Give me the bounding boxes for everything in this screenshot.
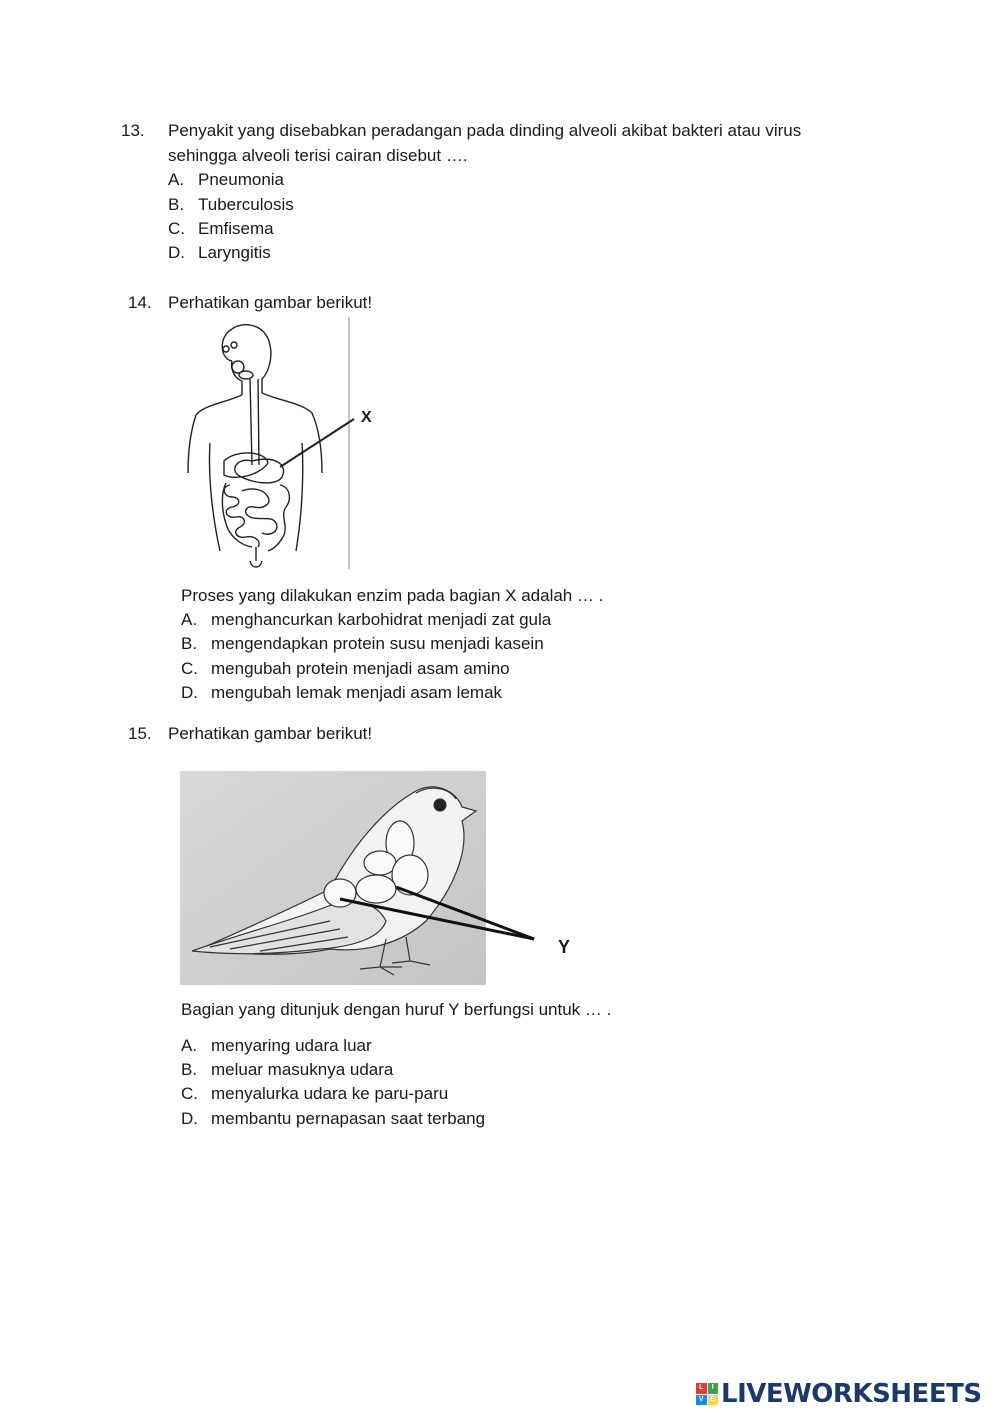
option-letter: D. <box>181 683 198 702</box>
question-14-option-d[interactable] <box>181 682 502 704</box>
question-13-text-line-1: Penyakit yang disebabkan peradangan pada dinding alveoli akibat bakteri atau virus <box>168 121 802 140</box>
option-text: mengubah lemak menjadi asam lemak <box>211 683 503 702</box>
question-13-number: 13. <box>121 121 145 140</box>
option-text: mengubah protein menjadi asam amino <box>211 659 510 678</box>
option-text: meluar masuknya udara <box>211 1060 394 1079</box>
logo-text: LIVEWORKSHEETS <box>721 1379 982 1409</box>
option-letter: B. <box>168 195 185 214</box>
option-text: Laryngitis <box>198 243 271 262</box>
option-letter: A. <box>168 170 185 189</box>
question-13-text-line-2: sehingga alveoli terisi cairan disebut …. <box>168 146 468 165</box>
option-letter: C. <box>168 219 185 238</box>
logo-badge-letter: I <box>708 1383 719 1394</box>
question-15-prompt: Perhatikan gambar berikut! <box>168 724 373 743</box>
question-15-number: 15. <box>128 724 152 743</box>
option-letter: D. <box>181 1109 198 1128</box>
question-13-option-a[interactable] <box>168 169 284 191</box>
figure-label-y: Y <box>558 937 571 957</box>
logo-badge-letter: L <box>696 1383 707 1394</box>
question-13-option-d[interactable] <box>168 242 271 264</box>
logo-badge-letter: E <box>708 1395 719 1406</box>
option-letter: B. <box>181 634 198 653</box>
liveworksheets-logo <box>696 1378 982 1410</box>
question-15-option-c[interactable] <box>181 1083 448 1105</box>
bird-respiratory-figure <box>180 771 580 987</box>
digestive-system-figure <box>180 315 380 573</box>
question-14-option-a[interactable] <box>181 609 551 631</box>
question-14-option-b[interactable] <box>181 633 544 655</box>
question-13-option-c[interactable] <box>168 218 274 240</box>
option-text: membantu pernapasan saat terbang <box>211 1109 486 1128</box>
option-letter: C. <box>181 659 198 678</box>
option-text: menyalurka udara ke paru-paru <box>211 1084 449 1103</box>
option-letter: B. <box>181 1060 198 1079</box>
question-14-option-c[interactable] <box>181 658 510 680</box>
option-text: Pneumonia <box>198 170 285 189</box>
option-text: Tuberculosis <box>198 195 294 214</box>
question-14-text: Proses yang dilakukan enzim pada bagian X adalah … . <box>181 586 604 605</box>
option-text: Emfisema <box>198 219 274 238</box>
option-letter: A. <box>181 610 198 629</box>
question-15-text: Bagian yang ditunjuk dengan huruf Y berfungsi untuk … . <box>181 1000 612 1019</box>
option-letter: C. <box>181 1084 198 1103</box>
logo-badge-letter: V <box>696 1395 707 1406</box>
question-15-option-a[interactable] <box>181 1035 372 1057</box>
option-text: menghancurkan karbohidrat menjadi zat gula <box>211 610 552 629</box>
question-14-prompt: Perhatikan gambar berikut! <box>168 293 373 312</box>
option-letter: A. <box>181 1036 198 1055</box>
option-text: mengendapkan protein susu menjadi kasein <box>211 634 544 653</box>
question-13-option-b[interactable] <box>168 194 294 216</box>
figure-label-x: X <box>361 409 372 426</box>
question-14-number: 14. <box>128 293 152 312</box>
question-15-option-b[interactable] <box>181 1059 393 1081</box>
logo-badge-icon <box>696 1383 718 1405</box>
question-15-option-d[interactable] <box>181 1108 485 1130</box>
option-letter: D. <box>168 243 185 262</box>
option-text: menyaring udara luar <box>211 1036 372 1055</box>
